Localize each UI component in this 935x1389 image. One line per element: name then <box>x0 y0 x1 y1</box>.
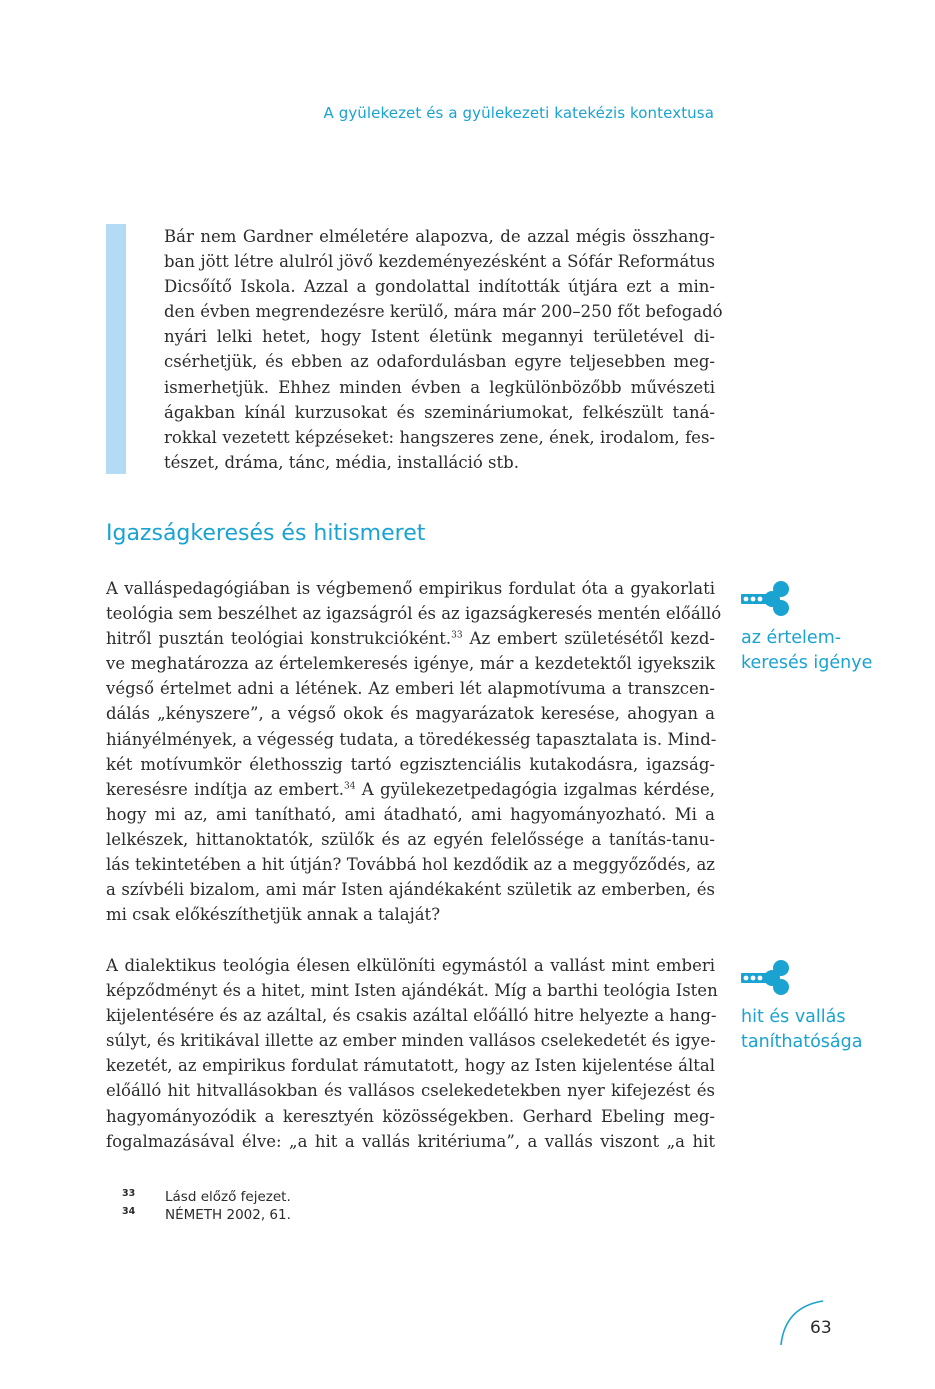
body-line: képződményt és a hitet, mint Isten ajándékát. Míg a barthi teológia Isten <box>106 981 718 1001</box>
footnote-ref[interactable]: 33 <box>451 630 463 641</box>
callout-line: csérhetjük, és ebben az odafordulásban egyre teljesebben meg- <box>164 352 715 372</box>
body-line: hogy mi az, ami tanítható, ami átadható, ami hagyományozható. Mi a <box>106 804 715 824</box>
callout-line: ágakban kínál kurzusokat és szemináriumokat, felkészült taná- <box>164 402 715 422</box>
body-line: kezetét, az empirikus fordulat rámutatott, hogy az Isten kijelentése által <box>106 1056 715 1076</box>
callout-line: ban jött létre alulról jövő kezdeményezésként a Sófár Református <box>164 252 715 272</box>
callout-line: Dicsőítő Iskola. Azzal a gondolattal indították útjára ezt a min- <box>164 277 715 297</box>
body-line <box>106 777 715 802</box>
body-text: Az embert születésétől kezd- <box>462 629 715 649</box>
body-text: keresésre indítja az embert. <box>106 779 345 799</box>
margin-note-label: hit és vallás <box>741 1007 846 1027</box>
body-line: ve meghatározza az értelemkeresés igénye, már a kezdetektől igyekszik <box>106 654 715 674</box>
key-icon <box>741 580 793 618</box>
body-line: kijelentésére és az azáltal, és csakis azáltal előálló hitre helyezte a hang- <box>106 1006 717 1026</box>
body-line: hiányélmények, a végesség tudata, a töredékesség tapasztalata is. Mind- <box>106 729 717 749</box>
footnote-number: 33 <box>122 1188 136 1199</box>
page-number: 63 <box>810 1318 832 1338</box>
margin-note-label: keresés igénye <box>741 653 873 673</box>
margin-note-label: az értelem- <box>741 628 842 648</box>
callout-line: ismerhetjük. Ehhez minden évben a legkülönbözőbb művészeti <box>164 377 715 397</box>
footnote-number: 34 <box>122 1206 136 1217</box>
callout-box <box>164 224 723 475</box>
body-line: előálló hit hitvallásokban és vallásos cselekedetekben nyer kifejezést és <box>106 1081 715 1101</box>
running-head: A gyülekezet és a gyülekezeti katekézis kontextusa <box>323 104 714 122</box>
body-line: mi csak előkészíthetjük annak a talaját? <box>106 905 441 925</box>
key-icon <box>741 959 793 997</box>
body-line: hagyományozódik a keresztyén közösségekben. Gerhard Ebeling meg- <box>106 1106 715 1126</box>
body-paragraph-1 <box>106 576 722 927</box>
callout-line: nyári lelki hetet, hogy Istent életünk megannyi területével di- <box>164 327 715 347</box>
callout-line: Bár nem Gardner elméletére alapozva, de azzal mégis összhang- <box>164 227 715 246</box>
margin-note-1 <box>741 580 911 676</box>
body-line: lás tekintetében a hit útján? Továbbá hol kezdődik az a meggyőződés, az <box>106 855 715 875</box>
body-line: súlyt, és kritikával illette az ember minden vallásos cselekedetét és igye- <box>106 1031 716 1051</box>
body-line: fogalmazásával élve: „a hit a vallás kritériuma”, a vallás viszont „a hit <box>106 1131 715 1151</box>
body-line: A dialektikus teológia élesen elkülöníti egymástól a vallást mint emberi <box>106 956 715 975</box>
margin-note-2 <box>741 959 911 1055</box>
section-heading: Igazságkeresés és hitismeret <box>106 521 426 546</box>
footnote-text: Lásd előző fejezet. <box>165 1189 291 1205</box>
callout-line: tészet, dráma, tánc, média, installáció stb. <box>164 452 519 472</box>
callout-line: rokkal vezetett képzéseket: hangszeres zene, ének, irodalom, fes- <box>164 427 715 447</box>
footnote-ref[interactable]: 34 <box>344 781 356 792</box>
footnote-text: NÉMETH 2002, 61. <box>165 1207 291 1223</box>
body-line: végső értelmet adni a létének. Az emberi lét alapmotívuma a transzcen- <box>106 679 715 699</box>
body-line: dálás „kényszere”, a végső okok és magyarázatok keresése, ahogyan a <box>106 704 715 724</box>
body-text: A gyülekezetpedagógia izgalmas kérdése, <box>355 779 715 799</box>
body-line: A valláspedagógiában is végbemenő empirikus fordulat óta a gyakorlati <box>106 579 715 598</box>
callout-bar <box>106 224 126 474</box>
body-line: lelkészek, hittanoktatók, szülők és az egyén felelőssége a tanítás-tanu- <box>106 829 715 849</box>
body-line: két motívumkör élethosszig tartó egzisztenciális kutakodásra, igazság- <box>106 754 715 774</box>
margin-note-label: taníthatósága <box>741 1032 863 1052</box>
body-line: a szívbéli bizalom, ami már Isten ajándékaként születik az emberben, és <box>106 880 715 900</box>
body-line: teológia sem beszélhet az igazságról és az igazságkeresés mentén előálló <box>106 604 722 624</box>
callout-line: den évben megrendezésre kerülő, mára már 200–250 főt befogadó <box>164 302 723 322</box>
body-line <box>106 626 715 651</box>
body-paragraph-2 <box>106 953 718 1154</box>
body-text: hitről pusztán teológiai konstrukcióként. <box>106 629 452 649</box>
